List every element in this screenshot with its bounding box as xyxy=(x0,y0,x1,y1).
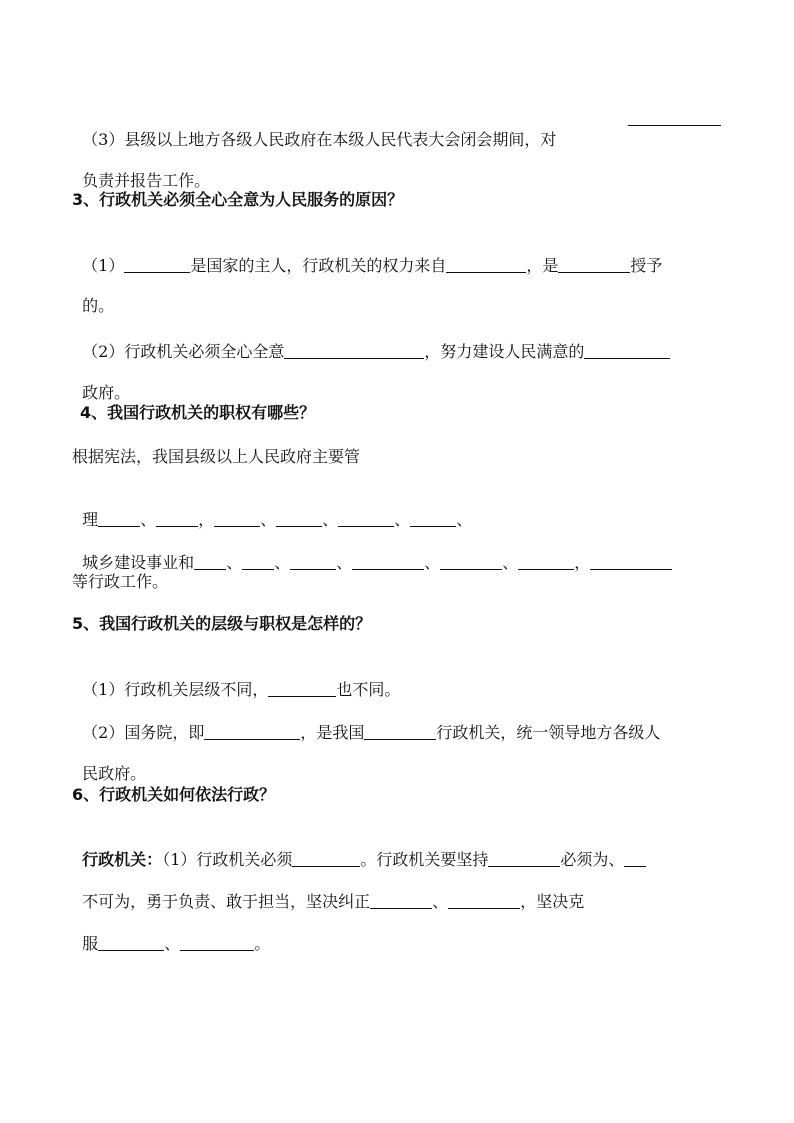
q6-line1-text1: （1）行政机关必须 xyxy=(162,850,293,869)
q6-label: 行政机关： xyxy=(82,850,163,869)
answer-blank[interactable] xyxy=(194,553,226,570)
s2-item3-line2 xyxy=(72,148,210,192)
q5-item2-line1 xyxy=(72,700,660,744)
answer-blank[interactable] xyxy=(124,256,190,273)
q6-line1-text3: 必须为、 xyxy=(560,850,625,869)
separator: ， xyxy=(198,510,215,529)
separator: 、 xyxy=(456,510,473,529)
q4-line3 xyxy=(72,530,672,574)
separator: 、 xyxy=(336,553,353,572)
s2-item3-text-end: 负责并报告工作。 xyxy=(82,171,211,190)
s2-item3-text: （3）县级以上地方各级人民政府在本级人民代表大会闭会期间，对 xyxy=(82,130,557,149)
q3-title: 3、行政机关必须全心全意为人民服务的原因？ xyxy=(72,190,404,209)
answer-blank[interactable] xyxy=(628,124,721,126)
q6-line2-text2: ，坚决克 xyxy=(520,892,585,911)
answer-blank[interactable] xyxy=(518,553,574,570)
separator: 、 xyxy=(502,553,519,572)
answer-blank[interactable] xyxy=(446,256,526,273)
q6-line1-text2: 。行政机关要坚持 xyxy=(360,850,489,869)
answer-blank[interactable] xyxy=(410,510,456,527)
q3-item1-text1: 是国家的主人，行政机关的权力来自 xyxy=(190,256,447,275)
q3-item1-text3: 授予 xyxy=(630,256,663,275)
q5-title: 5、我国行政机关的层级与职权是怎样的？ xyxy=(72,614,372,633)
answer-blank[interactable] xyxy=(156,510,198,527)
q4-line2 xyxy=(72,487,472,531)
q6-line2-text1: 不可为，勇于负责、敢于担当，坚决纠正 xyxy=(82,892,371,911)
q6-line2-sep: 、 xyxy=(432,892,449,911)
separator: 、 xyxy=(274,553,291,572)
q4-line4: 等行政工作。 xyxy=(72,572,169,591)
separator: 、 xyxy=(322,510,339,529)
separator: 、 xyxy=(260,510,277,529)
answer-blank[interactable] xyxy=(204,723,300,740)
answer-blank[interactable] xyxy=(214,510,260,527)
q3-item2-end: 政府。 xyxy=(82,383,131,402)
q5-item2-text2: 行政机关，统一领导地方各级人 xyxy=(436,723,661,742)
q6-line2 xyxy=(72,869,584,913)
q6-line3-sep: 、 xyxy=(164,934,181,953)
separator: ， xyxy=(574,553,591,572)
answer-blank[interactable] xyxy=(448,892,520,909)
q5-item2-prefix: （2）国务院，即 xyxy=(82,723,205,742)
q4-line2-start: 理 xyxy=(82,510,99,529)
answer-blank[interactable] xyxy=(276,510,322,527)
q3-item2-line1 xyxy=(72,319,670,363)
q5-item1-end: 也不同。 xyxy=(336,680,401,699)
q3-item2-text: ，努力建设人民满意的 xyxy=(424,342,585,361)
answer-blank[interactable] xyxy=(364,723,436,740)
q5-item2-end: 民政府。 xyxy=(82,764,147,783)
answer-blank[interactable] xyxy=(488,850,560,867)
q3-item1-prefix: （1） xyxy=(82,256,125,275)
answer-blank[interactable] xyxy=(558,256,630,273)
answer-blank[interactable] xyxy=(98,934,164,951)
q5-item2-text1: ，是我国 xyxy=(300,723,365,742)
answer-blank[interactable] xyxy=(440,553,502,570)
q3-item1-end: 的。 xyxy=(82,296,115,315)
q3-item1-text2: ，是 xyxy=(526,256,559,275)
answer-blank[interactable] xyxy=(268,680,336,697)
separator: 、 xyxy=(424,553,441,572)
q3-item2-prefix: （2）行政机关必须全心全意 xyxy=(82,342,285,361)
q4-line3-start: 城乡建设事业和 xyxy=(82,553,195,572)
q6-line3-end: 。 xyxy=(254,934,271,953)
q4-line1: 根据宪法，我国县级以上人民政府主要管 xyxy=(72,447,361,466)
q5-item1-prefix: （1）行政机关层级不同， xyxy=(82,680,269,699)
separator: 、 xyxy=(140,510,157,529)
q6-line3 xyxy=(72,911,270,955)
q3-item1-line2 xyxy=(72,273,114,317)
answer-blank[interactable] xyxy=(292,850,360,867)
answer-blank[interactable] xyxy=(590,553,672,570)
q6-line3-start: 服 xyxy=(82,934,99,953)
answer-blank[interactable] xyxy=(584,342,670,359)
answer-blank[interactable] xyxy=(284,342,424,359)
q3-item1-line1 xyxy=(72,233,662,277)
answer-blank[interactable] xyxy=(242,553,274,570)
answer-blank[interactable] xyxy=(180,934,254,951)
q6-line1 xyxy=(72,827,646,871)
separator: 、 xyxy=(394,510,411,529)
q5-item1 xyxy=(72,657,400,701)
q5-item2-line2 xyxy=(72,741,146,785)
q6-title: 6、行政机关如何依法行政？ xyxy=(72,785,276,804)
separator: 、 xyxy=(226,553,243,572)
answer-blank[interactable] xyxy=(98,510,140,527)
q3-item2-line2 xyxy=(72,360,130,404)
answer-blank[interactable] xyxy=(370,892,432,909)
answer-blank[interactable] xyxy=(290,553,336,570)
answer-blank[interactable] xyxy=(624,850,646,867)
s2-item3-line1 xyxy=(72,107,556,151)
q4-title: 4、我国行政机关的职权有哪些？ xyxy=(80,403,316,422)
answer-blank[interactable] xyxy=(352,553,424,570)
answer-blank[interactable] xyxy=(338,510,394,527)
